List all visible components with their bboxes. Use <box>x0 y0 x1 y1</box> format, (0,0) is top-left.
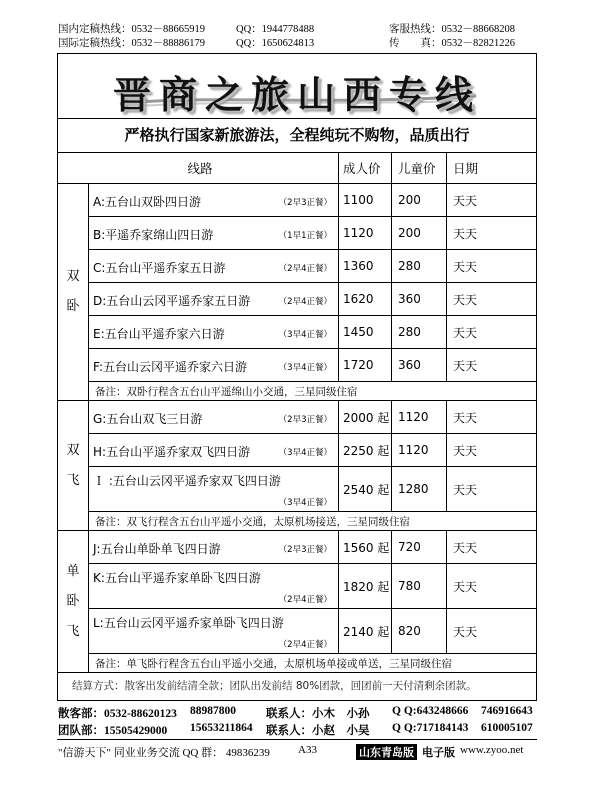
adult-price: 1100 <box>339 184 392 217</box>
domestic-hotline: 国内定稿热线：0532－88665919 <box>58 24 205 35</box>
qq-group-info: "信游天下" 同业业务交流 QQ 群： 49836239 <box>58 747 270 759</box>
table-row <box>58 467 536 512</box>
adult-price: 1360 <box>339 250 392 283</box>
group-label-char: 飞 <box>66 472 80 488</box>
adult-price: 2250 起 <box>339 434 392 467</box>
child-price: 200 <box>392 217 447 250</box>
table-row <box>58 250 536 283</box>
qq-number-1: QQ：1944778488 <box>236 24 315 35</box>
child-price: 360 <box>392 349 447 382</box>
adult-price: 1820 起 <box>339 564 392 609</box>
child-price: 780 <box>392 564 447 609</box>
departure-date: 天天 <box>447 531 537 564</box>
table-row <box>58 217 536 250</box>
adult-price: 1120 <box>339 217 392 250</box>
meal-info: （2早3正餐） <box>278 198 332 208</box>
child-price: 1120 <box>392 434 447 467</box>
price-table <box>58 152 536 673</box>
route-name: K:五台山平遥乔家单卧飞四日游 <box>93 571 261 585</box>
adult-price: 2000 起 <box>339 401 392 434</box>
child-price: 1280 <box>392 467 447 512</box>
group-note-row <box>58 382 536 401</box>
departure-date: 天天 <box>447 564 537 609</box>
adult-price: 2540 起 <box>339 467 392 512</box>
payment-terms: 结算方式：散客出发前结清全款；团队出发前结 80%团款，回团前一天付清剩余团款。 <box>72 680 477 692</box>
group-label-char: 卧 <box>66 299 80 314</box>
meal-info: （2早3正餐） <box>278 545 332 555</box>
table-row <box>58 283 536 316</box>
route-name: J:五台山单卧单飞四日游 <box>93 542 221 556</box>
header-line-1 <box>58 23 536 37</box>
website-link[interactable]: www.zyoo.net <box>460 744 524 756</box>
meal-info: （3早4正餐） <box>278 448 332 458</box>
table-row <box>58 316 536 349</box>
meal-info: （2早4正餐） <box>278 297 332 307</box>
route-cell <box>89 316 339 349</box>
route-name: C:五台山平遥乔家五日游 <box>93 261 226 275</box>
group-qq-2: 610005107 <box>481 722 533 734</box>
fit-qq-2: 746916643 <box>481 705 533 717</box>
group-note-row <box>58 654 536 673</box>
route-name: D:五台山云冈平遥乔家五日游 <box>93 294 251 308</box>
route-cell <box>89 217 339 250</box>
page-number: A33 <box>298 744 317 756</box>
page-title: 晋商之旅山西专线 <box>112 72 481 117</box>
adult-price: 2140 起 <box>339 609 392 654</box>
route-name: F:五台山云冈平遥乔家六日游 <box>93 360 248 374</box>
route-cell <box>89 283 339 316</box>
route-name: G:五台山双飞三日游 <box>93 412 203 426</box>
date-header: 日期 <box>447 153 537 184</box>
departure-date: 天天 <box>447 467 537 512</box>
fit-dept-phone: 散客部：0532-88620123 <box>58 708 177 720</box>
table-row <box>58 609 536 654</box>
route-cell <box>89 564 339 609</box>
qq-number-2: QQ：1650624813 <box>236 38 315 49</box>
group-contacts: 联系人：小赵 小吴 <box>266 725 370 737</box>
route-cell <box>89 250 339 283</box>
departure-date: 天天 <box>447 609 537 654</box>
page-footer <box>58 744 538 760</box>
route-name: L:五台山云冈平遥乔家单卧飞四日游 <box>93 616 284 630</box>
contact-divider <box>57 739 537 740</box>
meal-info: （2早4正餐） <box>278 595 332 605</box>
child-price: 280 <box>392 250 447 283</box>
route-cell <box>89 609 339 654</box>
fit-contacts: 联系人：小木 小孙 <box>266 708 370 720</box>
edition-badge: 山东青岛版 <box>356 744 417 760</box>
table-row <box>58 531 536 564</box>
group-note: 备注：双卧行程含五台山平遥绵山小交通，三星同级住宿 <box>89 382 537 401</box>
child-price: 360 <box>392 283 447 316</box>
group-label-char: 飞 <box>66 623 80 639</box>
table-header-row <box>58 153 536 184</box>
fit-phone-2: 88987800 <box>190 705 236 717</box>
international-hotline: 国际定稿热线：0532－88886179 <box>58 38 205 49</box>
departure-date: 天天 <box>447 401 537 434</box>
route-cell <box>89 531 339 564</box>
group-dept-phone: 团队部：15505429000 <box>58 725 168 737</box>
group-label-char: 单 <box>66 563 80 579</box>
adult-price: 1720 <box>339 349 392 382</box>
meal-info: （3早4正餐） <box>278 498 332 508</box>
group-label <box>58 401 89 531</box>
table-row <box>58 434 536 467</box>
group-label-char: 双 <box>66 269 80 284</box>
departure-date: 天天 <box>447 434 537 467</box>
table-row <box>58 401 536 434</box>
route-cell <box>89 401 339 434</box>
departure-date: 天天 <box>447 184 537 217</box>
child-price: 1120 <box>392 401 447 434</box>
group-note-row <box>58 512 536 531</box>
table-row <box>58 184 536 217</box>
route-name: B:平遥乔家绵山四日游 <box>93 228 214 242</box>
group-qq: Q Q:717184143 <box>392 722 469 734</box>
meal-info: （1早1正餐） <box>278 231 332 241</box>
meal-info: （3早4正餐） <box>278 363 332 373</box>
group-note: 备注：单飞卧行程含五台山平遥小交通，太原机场单接或单送，三星同级住宿 <box>89 654 537 673</box>
group-phone-2: 15653211864 <box>190 722 253 734</box>
slogan: 严格执行国家新旅游法，全程纯玩不购物，品质出行 <box>58 118 536 153</box>
contact-row-group <box>58 722 538 737</box>
route-cell <box>89 434 339 467</box>
fax-number: 传 真：0532－82821226 <box>389 38 515 49</box>
route-cell <box>89 467 339 512</box>
title-banner <box>58 54 536 119</box>
contact-row-fit <box>58 705 538 720</box>
meal-info: （2早4正餐） <box>278 264 332 274</box>
adult-price: 1450 <box>339 316 392 349</box>
child-price-header: 儿童价 <box>392 153 447 184</box>
adult-price: 1560 起 <box>339 531 392 564</box>
meal-info: （3早4正餐） <box>278 330 332 340</box>
fit-qq: Q Q:643248666 <box>392 705 469 717</box>
service-hotline: 客服热线：0532－88668208 <box>389 24 515 35</box>
meal-info: （2早3正餐） <box>278 415 332 425</box>
group-label <box>58 531 89 673</box>
route-name: H:五台山平遥乔家双飞四日游 <box>93 445 251 459</box>
departure-date: 天天 <box>447 316 537 349</box>
edition-label: 电子版 <box>422 747 455 759</box>
departure-date: 天天 <box>447 283 537 316</box>
group-label-char: 卧 <box>66 593 80 609</box>
route-name: A:五台山双卧四日游 <box>93 195 202 209</box>
child-price: 820 <box>392 609 447 654</box>
departure-date: 天天 <box>447 349 537 382</box>
route-cell <box>89 349 339 382</box>
table-row <box>58 349 536 382</box>
adult-price-header: 成人价 <box>339 153 392 184</box>
adult-price: 1620 <box>339 283 392 316</box>
header-line-2 <box>58 37 536 51</box>
departure-date: 天天 <box>447 217 537 250</box>
group-note: 备注：双飞行程含五台山平遥小交通，太原机场接送，三星同级住宿 <box>89 512 537 531</box>
meal-info: （2早4正餐） <box>278 640 332 650</box>
group-label-char: 双 <box>66 442 80 458</box>
route-column-header: 线路 <box>58 153 339 184</box>
route-sheet <box>57 53 537 701</box>
child-price: 200 <box>392 184 447 217</box>
departure-date: 天天 <box>447 250 537 283</box>
route-name: Ｉ :五台山云冈平遥乔家双飞四日游 <box>93 474 281 488</box>
route-name: E:五台山平遥乔家六日游 <box>93 327 225 341</box>
child-price: 280 <box>392 316 447 349</box>
table-row <box>58 564 536 609</box>
group-label <box>58 184 89 401</box>
route-cell <box>89 184 339 217</box>
child-price: 720 <box>392 531 447 564</box>
